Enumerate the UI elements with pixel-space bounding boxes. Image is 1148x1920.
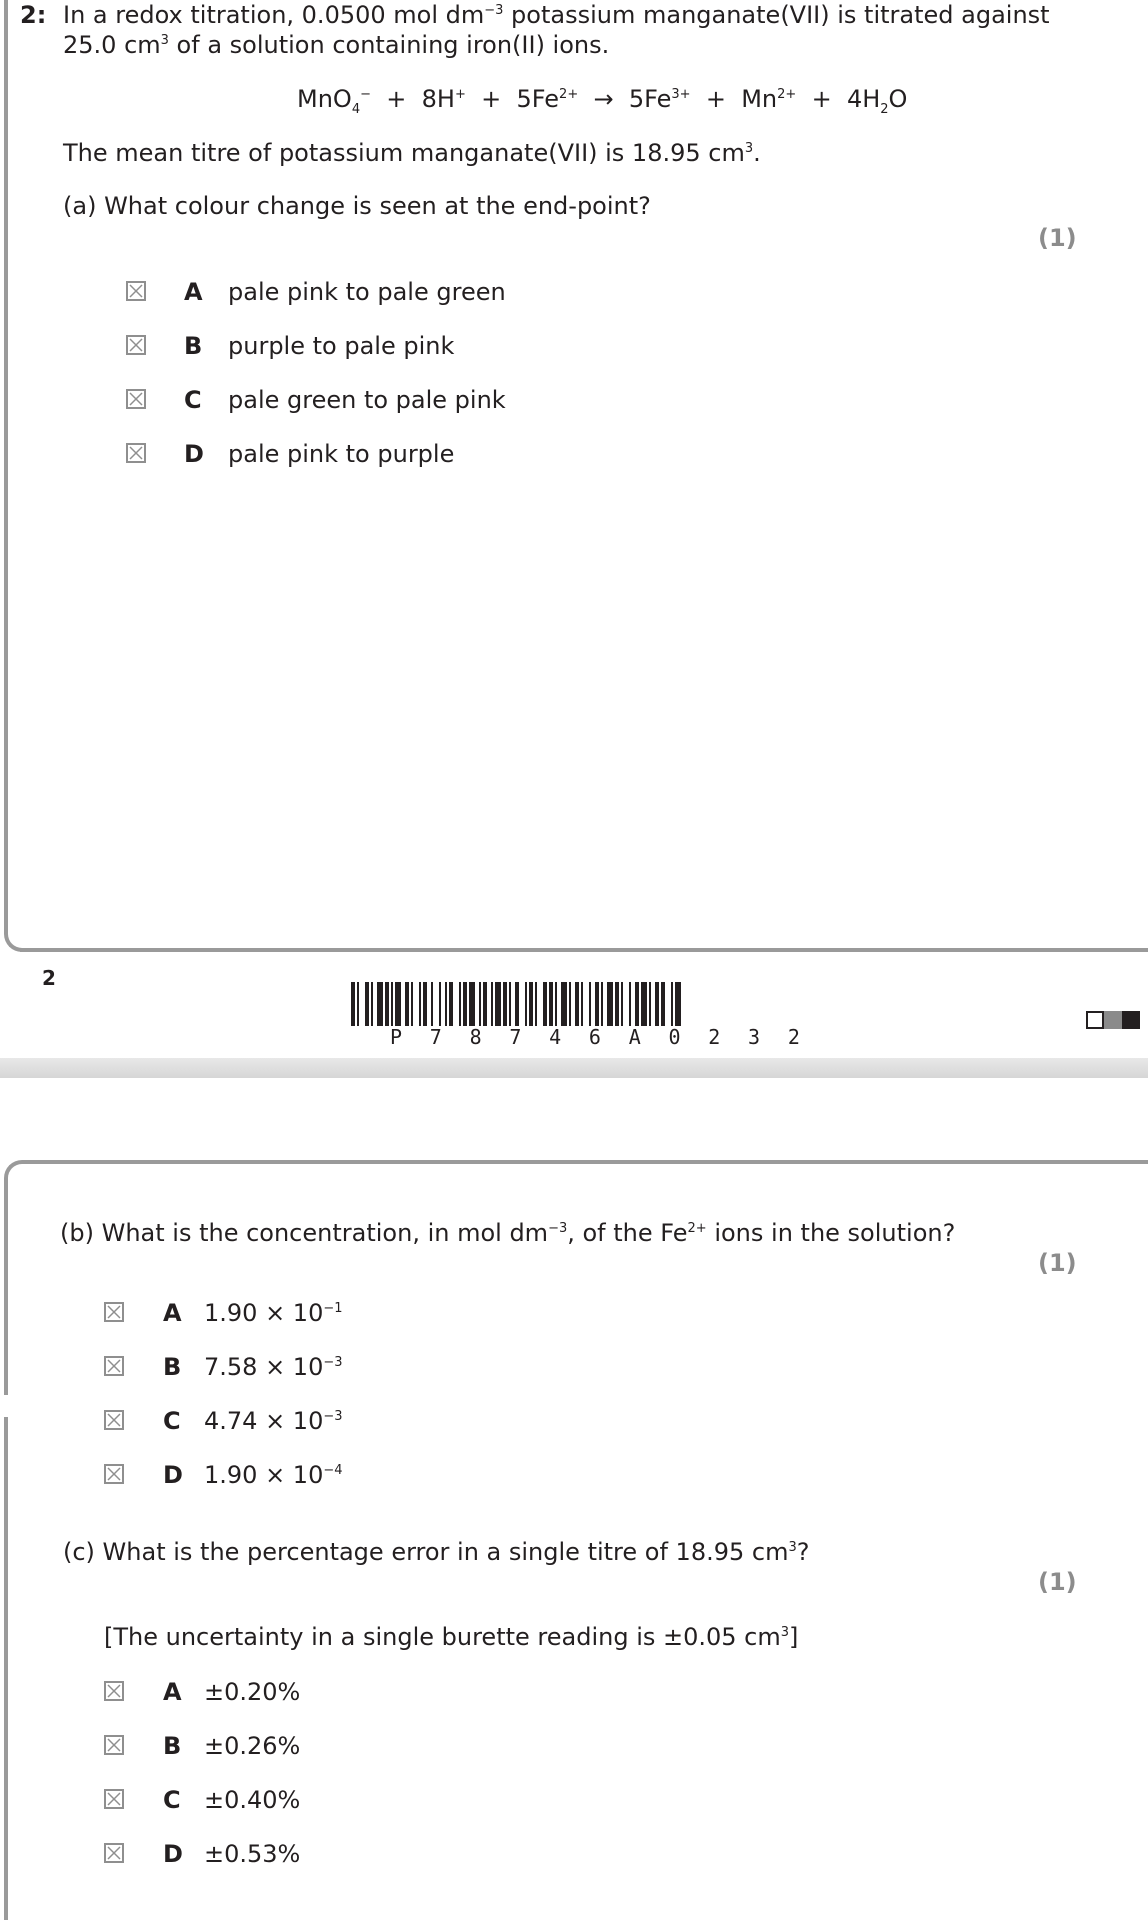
option-letter: C	[163, 1786, 181, 1814]
cross-icon	[129, 338, 143, 352]
question-number: 2:	[20, 1, 47, 29]
barcode-bar	[445, 982, 447, 1026]
page-frame-top-edge	[20, 948, 1148, 952]
frame-gap	[0, 1395, 14, 1417]
option-text: ±0.40%	[204, 1786, 301, 1814]
barcode-bar	[439, 982, 441, 1026]
barcode	[351, 982, 835, 1026]
checkbox-b[interactable]	[104, 1356, 124, 1376]
barcode-bar	[479, 982, 481, 1026]
barcode-bar	[621, 982, 623, 1026]
barcode-bar	[671, 982, 673, 1026]
page-number: 2	[42, 966, 56, 990]
cross-icon	[107, 1684, 121, 1698]
barcode-bar	[635, 982, 639, 1026]
barcode-bar	[555, 982, 557, 1026]
barcode-bar	[529, 982, 533, 1026]
barcode-bar	[371, 982, 373, 1026]
barcode-bar	[395, 982, 401, 1026]
barcode-bar	[595, 982, 599, 1026]
page-divider	[0, 1058, 1148, 1078]
barcode-bar	[351, 982, 355, 1026]
redox-equation: $MnO_4^- + 8H^+ + 5Fe^{2+} \to 5Fe^{3+} + Mn^{2+} + 4H_2O$	[297, 85, 908, 117]
part-a-marks: (1)	[1038, 224, 1077, 252]
option-letter: D	[163, 1840, 183, 1868]
cross-icon	[107, 1413, 121, 1427]
checkbox-a[interactable]	[126, 281, 146, 301]
option-letter: C	[184, 386, 202, 414]
barcode-bar	[411, 982, 413, 1026]
barcode-bar	[655, 982, 659, 1026]
barcode-bar	[391, 982, 393, 1026]
option-letter: A	[163, 1678, 182, 1706]
cross-icon	[107, 1738, 121, 1752]
cross-icon	[107, 1305, 121, 1319]
mean-titre-statement: The mean titre of potassium manganate(VII) is 18.95 $cm^3$.	[63, 139, 761, 167]
cross-icon	[107, 1792, 121, 1806]
barcode-bar	[569, 982, 571, 1026]
option-text: ±0.20%	[204, 1678, 301, 1706]
barcode-bar	[601, 982, 603, 1026]
cross-icon	[129, 284, 143, 298]
part-c-marks: (1)	[1038, 1568, 1077, 1596]
barcode-bar	[607, 982, 613, 1026]
checkbox-b[interactable]	[126, 335, 146, 355]
barcode-bar	[661, 982, 665, 1026]
part-b-marks: (1)	[1038, 1249, 1077, 1277]
option-text: $1.90 \times 10^{-4}$	[204, 1461, 343, 1489]
barcode-bar	[463, 982, 467, 1026]
option-text: purple to pale pink	[228, 332, 455, 360]
barcode-bar	[495, 982, 501, 1026]
registration-marks	[1086, 1011, 1140, 1029]
barcode-bar	[641, 982, 647, 1026]
barcode-bar	[629, 982, 631, 1026]
barcode-bar	[483, 982, 487, 1026]
barcode-bar	[509, 982, 511, 1026]
option-text: ±0.53%	[204, 1840, 301, 1868]
option-letter: B	[163, 1732, 182, 1760]
option-text: $1.90 \times 10^{-1}$	[204, 1299, 343, 1327]
barcode-bar	[449, 982, 453, 1026]
barcode-bar	[459, 982, 461, 1026]
barcode-bar	[365, 982, 369, 1026]
barcode-bar	[405, 982, 409, 1026]
checkbox-d[interactable]	[126, 443, 146, 463]
barcode-bar	[575, 982, 579, 1026]
checkbox-a[interactable]	[104, 1681, 124, 1701]
cross-icon	[107, 1846, 121, 1860]
barcode-bar	[503, 982, 507, 1026]
option-text: ±0.26%	[204, 1732, 301, 1760]
cross-icon	[129, 392, 143, 406]
barcode-bar	[385, 982, 389, 1026]
question-intro-line2: 25.0 $cm^3$ of a solution containing iron(II) ions.	[63, 31, 610, 59]
part-c-note: [The uncertainty in a single burette reading is ±0.05 $cm^3$]	[104, 1623, 799, 1651]
barcode-bar	[431, 982, 433, 1026]
option-text: $4.74 \times 10^{-3}$	[204, 1407, 343, 1435]
barcode-bar	[549, 982, 553, 1026]
option-text: pale pink to pale green	[228, 278, 506, 306]
barcode-bar	[419, 982, 421, 1026]
barcode-bar	[491, 982, 493, 1026]
question-intro-line1: In a redox titration, 0.0500 mol $dm^{-3}$ potassium manganate(VII) is titrated against	[63, 1, 1050, 29]
option-letter: D	[184, 440, 204, 468]
option-letter: C	[163, 1407, 181, 1435]
checkbox-d[interactable]	[104, 1843, 124, 1863]
barcode-bar	[589, 982, 591, 1026]
barcode-bar	[525, 982, 527, 1026]
barcode-bar	[469, 982, 475, 1026]
barcode-bar	[615, 982, 619, 1026]
part-a-prompt: (a) What colour change is seen at the end-point?	[63, 192, 651, 220]
checkbox-a[interactable]	[104, 1302, 124, 1322]
cross-icon	[107, 1359, 121, 1373]
checkbox-d[interactable]	[104, 1464, 124, 1484]
checkbox-c[interactable]	[104, 1410, 124, 1430]
option-text: $7.58 \times 10^{-3}$	[204, 1353, 343, 1381]
option-text: pale green to pale pink	[228, 386, 506, 414]
barcode-bar	[675, 982, 681, 1026]
barcode-bar	[581, 982, 583, 1026]
cross-icon	[129, 446, 143, 460]
checkbox-c[interactable]	[126, 389, 146, 409]
barcode-bar	[561, 982, 567, 1026]
checkbox-b[interactable]	[104, 1735, 124, 1755]
option-letter: D	[163, 1461, 183, 1489]
checkbox-c[interactable]	[104, 1789, 124, 1809]
part-c-prompt: (c) What is the percentage error in a single titre of 18.95 $cm^3$?	[63, 1538, 810, 1566]
option-letter: B	[163, 1353, 182, 1381]
barcode-bar	[357, 982, 359, 1026]
cross-icon	[107, 1467, 121, 1481]
part-b-prompt: (b) What is the concentration, in mol $dm^{-3}$, of the $Fe^{2+}$ ions in the solution?	[60, 1219, 956, 1247]
barcode-bar	[377, 982, 383, 1026]
barcode-bar	[423, 982, 427, 1026]
barcode-bar	[535, 982, 537, 1026]
option-letter: B	[184, 332, 203, 360]
barcode-bar	[515, 982, 519, 1026]
barcode-bar	[649, 982, 651, 1026]
barcode-bar	[543, 982, 547, 1026]
barcode-digits: P 7 8 7 4 6 A 0 2 3 2	[390, 1025, 800, 1049]
option-text: pale pink to purple	[228, 440, 455, 468]
option-letter: A	[184, 278, 203, 306]
option-letter: A	[163, 1299, 182, 1327]
